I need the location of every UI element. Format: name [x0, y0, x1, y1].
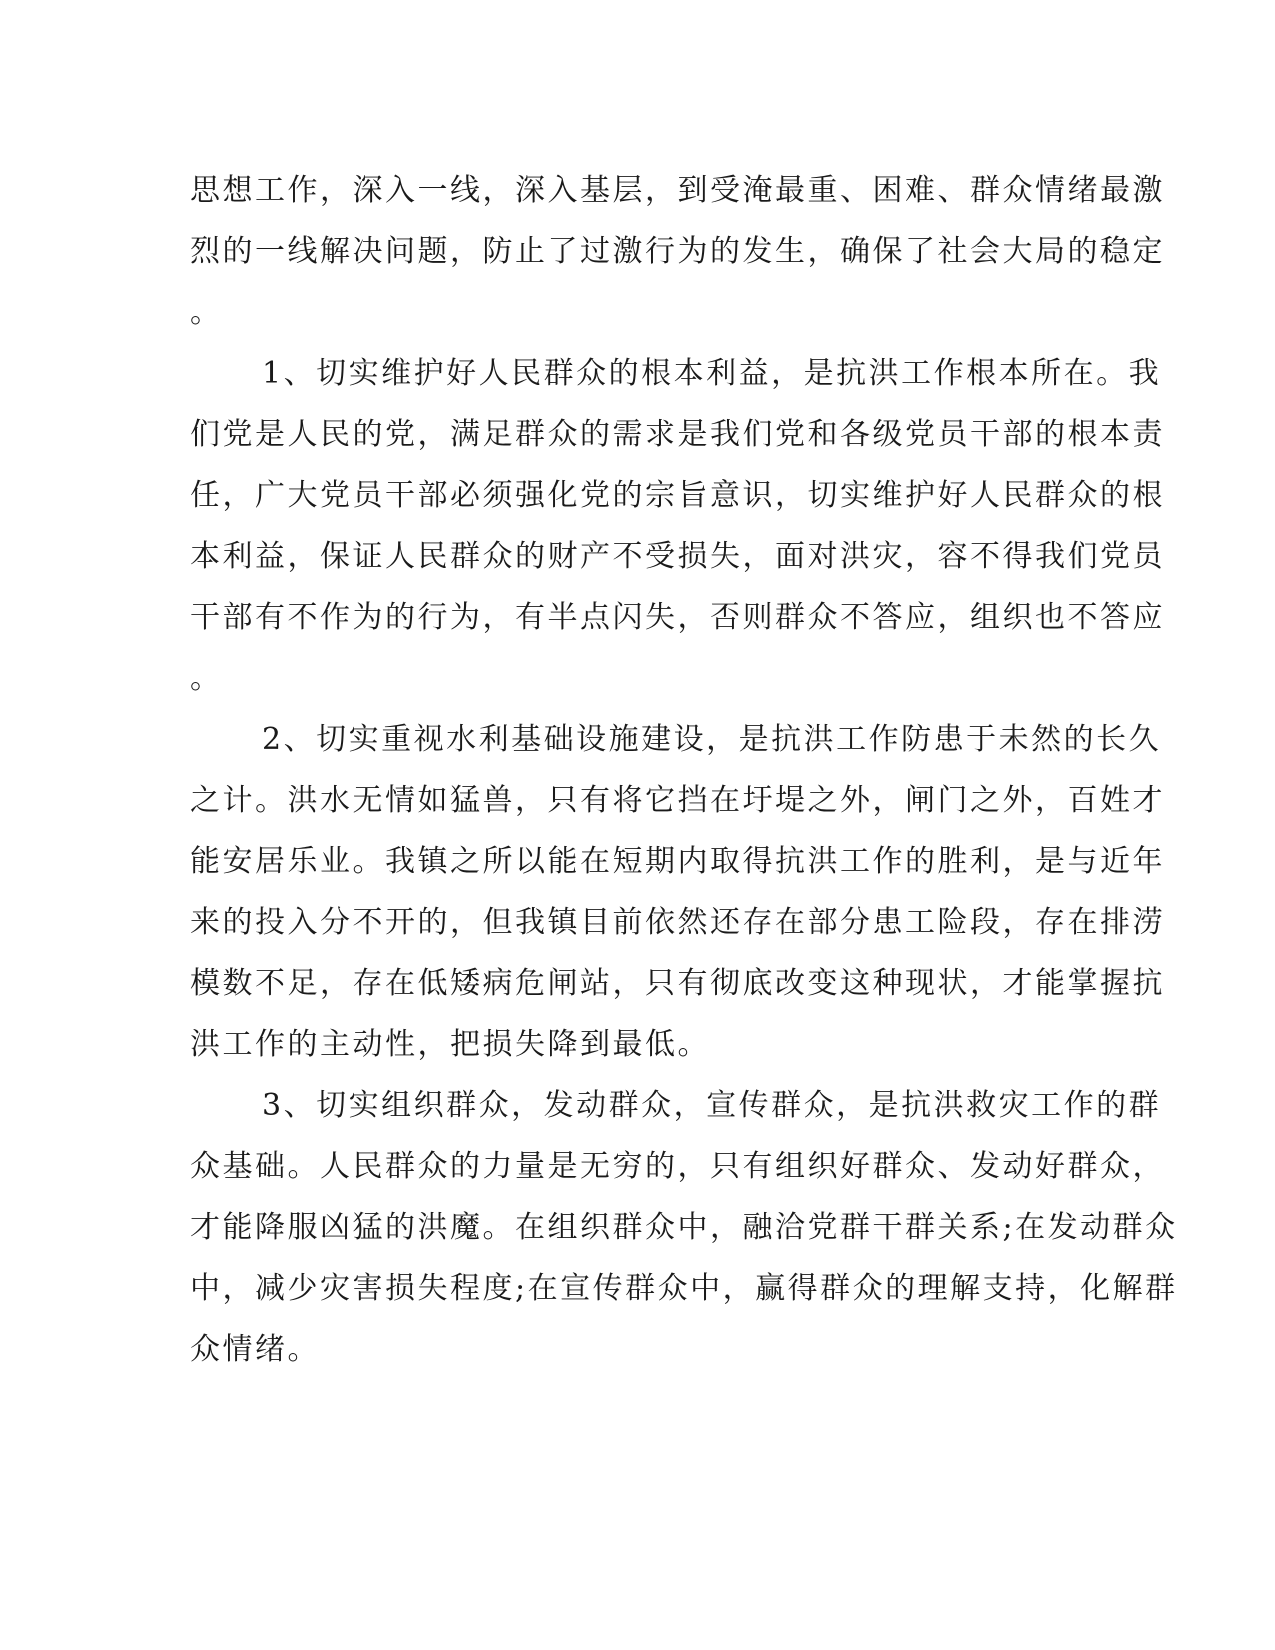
text-line: 本利益，保证人民群众的财产不受损失，面对洪灾，容不得我们党员 — [190, 539, 1165, 574]
text-line: 才能降服凶猛的洪魔。在组织群众中，融洽党群干群关系;在发动群众 — [190, 1210, 1178, 1245]
paragraph-2-start: 2、切实重视水利基础设施建设，是抗洪工作防患于未然的长久 — [262, 722, 1162, 757]
text-line: 模数不足，存在低矮病危闸站，只有彻底改变这种现状，才能掌握抗 — [190, 966, 1165, 1001]
text-line: 任，广大党员干部必须强化党的宗旨意识，切实维护好人民群众的根 — [190, 478, 1165, 513]
text-line: 众情绪。 — [190, 1332, 320, 1367]
text-line: 众基础。人民群众的力量是无穷的，只有组织好群众、发动好群众， — [190, 1149, 1165, 1184]
text-line: 中，减少灾害损失程度;在宣传群众中，赢得群众的理解支持，化解群 — [190, 1271, 1178, 1306]
text-line: 烈的一线解决问题，防止了过激行为的发生，确保了社会大局的稳定 — [190, 234, 1165, 269]
document-body — [190, 160, 1178, 1380]
text-line: 能安居乐业。我镇之所以能在短期内取得抗洪工作的胜利，是与近年 — [190, 844, 1165, 879]
text-line: 。 — [190, 661, 223, 696]
paragraph-1-start: 1、切实维护好人民群众的根本利益，是抗洪工作根本所在。我 — [262, 356, 1162, 391]
text-line: 洪工作的主动性，把损失降到最低。 — [190, 1027, 710, 1062]
text-line: 之计。洪水无情如猛兽，只有将它挡在圩堤之外，闸门之外，百姓才 — [190, 783, 1165, 818]
text-line: 们党是人民的党，满足群众的需求是我们党和各级党员干部的根本责 — [190, 417, 1165, 452]
paragraph-3-start: 3、切实组织群众，发动群众，宣传群众，是抗洪救灾工作的群 — [262, 1088, 1162, 1123]
text-line: 思想工作，深入一线，深入基层，到受淹最重、困难、群众情绪最激 — [190, 173, 1165, 208]
text-line: 来的投入分不开的，但我镇目前依然还存在部分患工险段，存在排涝 — [190, 905, 1165, 940]
text-line: 。 — [190, 295, 223, 330]
text-line: 干部有不作为的行为，有半点闪失，否则群众不答应，组织也不答应 — [190, 600, 1165, 635]
